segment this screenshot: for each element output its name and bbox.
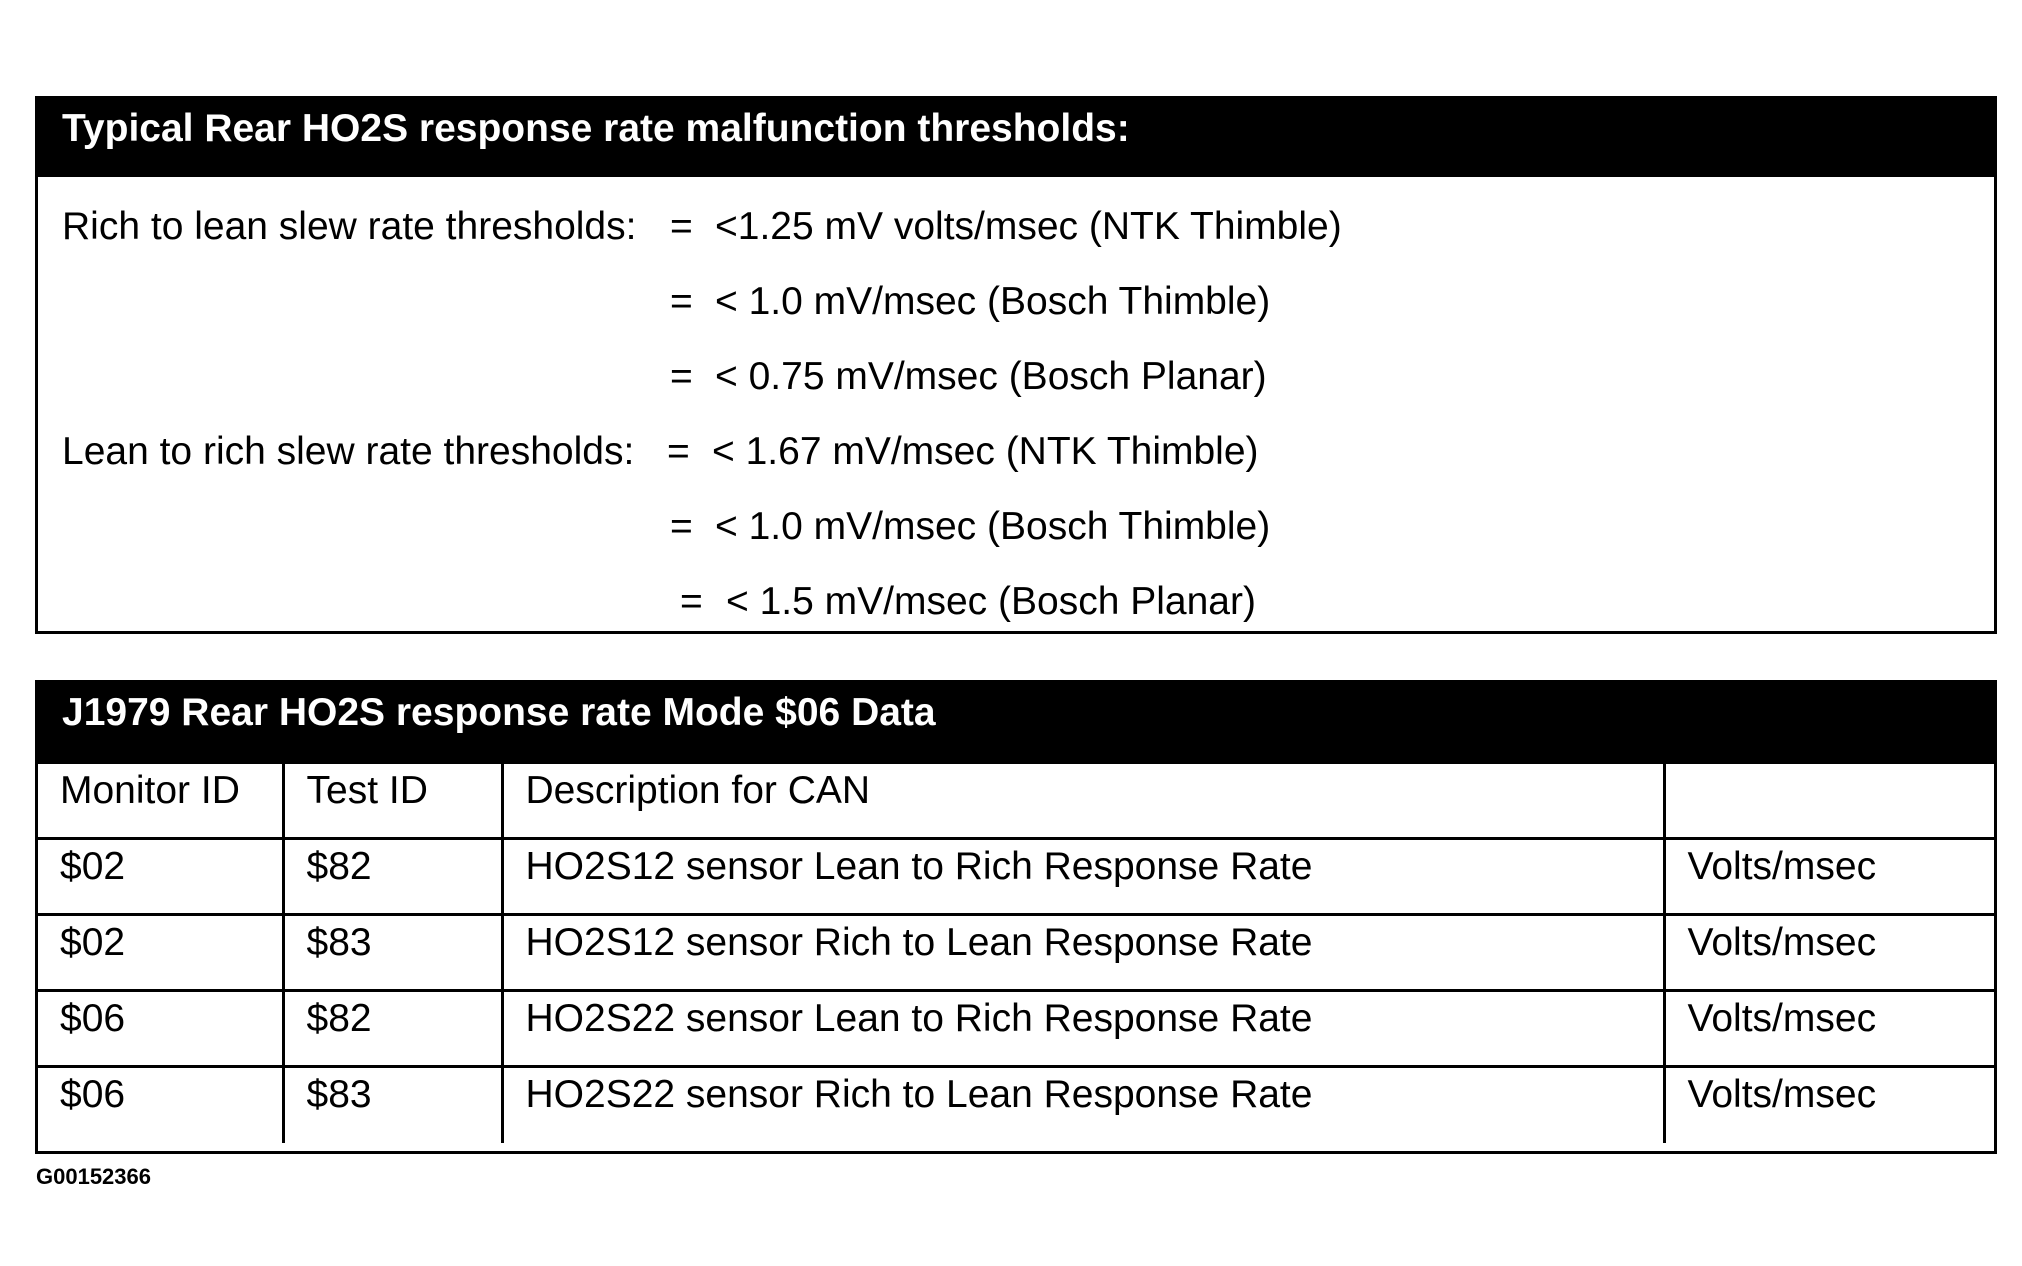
thresholds-title: Typical Rear HO2S response rate malfunction thresholds:: [38, 99, 1994, 177]
threshold-value: < 1.5 mV/msec (Bosch Planar): [726, 580, 1256, 623]
test-id-cell: $82: [283, 839, 502, 915]
threshold-label: Rich to lean slew rate thresholds:: [62, 205, 637, 248]
description-cell: HO2S22 sensor Rich to Lean Response Rate: [502, 1067, 1664, 1143]
column-header-monitor-id: Monitor ID: [38, 763, 283, 839]
monitor-id-cell: $02: [38, 915, 283, 991]
table-header-row: [38, 763, 1994, 839]
description-cell: HO2S12 sensor Rich to Lean Response Rate: [502, 915, 1664, 991]
monitor-id-cell: $06: [38, 991, 283, 1067]
column-header-description: Description for CAN: [502, 763, 1664, 839]
threshold-value: < 0.75 mV/msec (Bosch Planar): [715, 355, 1267, 398]
threshold-row: [38, 432, 1994, 507]
units-cell: Volts/msec: [1664, 839, 1994, 915]
figure-id: G00152366: [36, 1164, 151, 1189]
table-row: [38, 839, 1994, 915]
monitor-id-cell: $02: [38, 839, 283, 915]
threshold-label: Lean to rich slew rate thresholds:: [62, 430, 635, 473]
table-row: [38, 915, 1994, 991]
units-cell: Volts/msec: [1664, 1067, 1994, 1143]
equals-sign: =: [670, 355, 693, 398]
threshold-value: < 1.0 mV/msec (Bosch Thimble): [715, 280, 1271, 323]
threshold-row: [38, 282, 1994, 357]
threshold-row: [38, 357, 1994, 432]
threshold-row: [38, 507, 1994, 582]
threshold-row: [38, 207, 1994, 282]
test-id-cell: $83: [283, 915, 502, 991]
description-cell: HO2S12 sensor Lean to Rich Response Rate: [502, 839, 1664, 915]
mode06-table: [38, 761, 1994, 1143]
threshold-value: < 1.0 mV/msec (Bosch Thimble): [715, 505, 1271, 548]
table-row: [38, 1067, 1994, 1143]
mode06-title: J1979 Rear HO2S response rate Mode $06 Data: [38, 683, 1994, 761]
equals-sign: =: [680, 580, 703, 623]
mode06-panel: [35, 680, 1997, 1154]
column-header-test-id: Test ID: [283, 763, 502, 839]
units-cell: Volts/msec: [1664, 991, 1994, 1067]
equals-sign: =: [670, 205, 693, 248]
description-cell: HO2S22 sensor Lean to Rich Response Rate: [502, 991, 1664, 1067]
threshold-value: <1.25 mV volts/msec (NTK Thimble): [715, 205, 1342, 248]
thresholds-panel: [35, 96, 1997, 634]
test-id-cell: $82: [283, 991, 502, 1067]
table-row: [38, 991, 1994, 1067]
units-cell: Volts/msec: [1664, 915, 1994, 991]
threshold-row: [38, 582, 1994, 657]
equals-sign: =: [670, 505, 693, 548]
column-header-units: [1664, 763, 1994, 839]
threshold-value: < 1.67 mV/msec (NTK Thimble): [712, 430, 1259, 473]
equals-sign: =: [670, 280, 693, 323]
test-id-cell: $83: [283, 1067, 502, 1143]
equals-sign: =: [667, 430, 690, 473]
monitor-id-cell: $06: [38, 1067, 283, 1143]
